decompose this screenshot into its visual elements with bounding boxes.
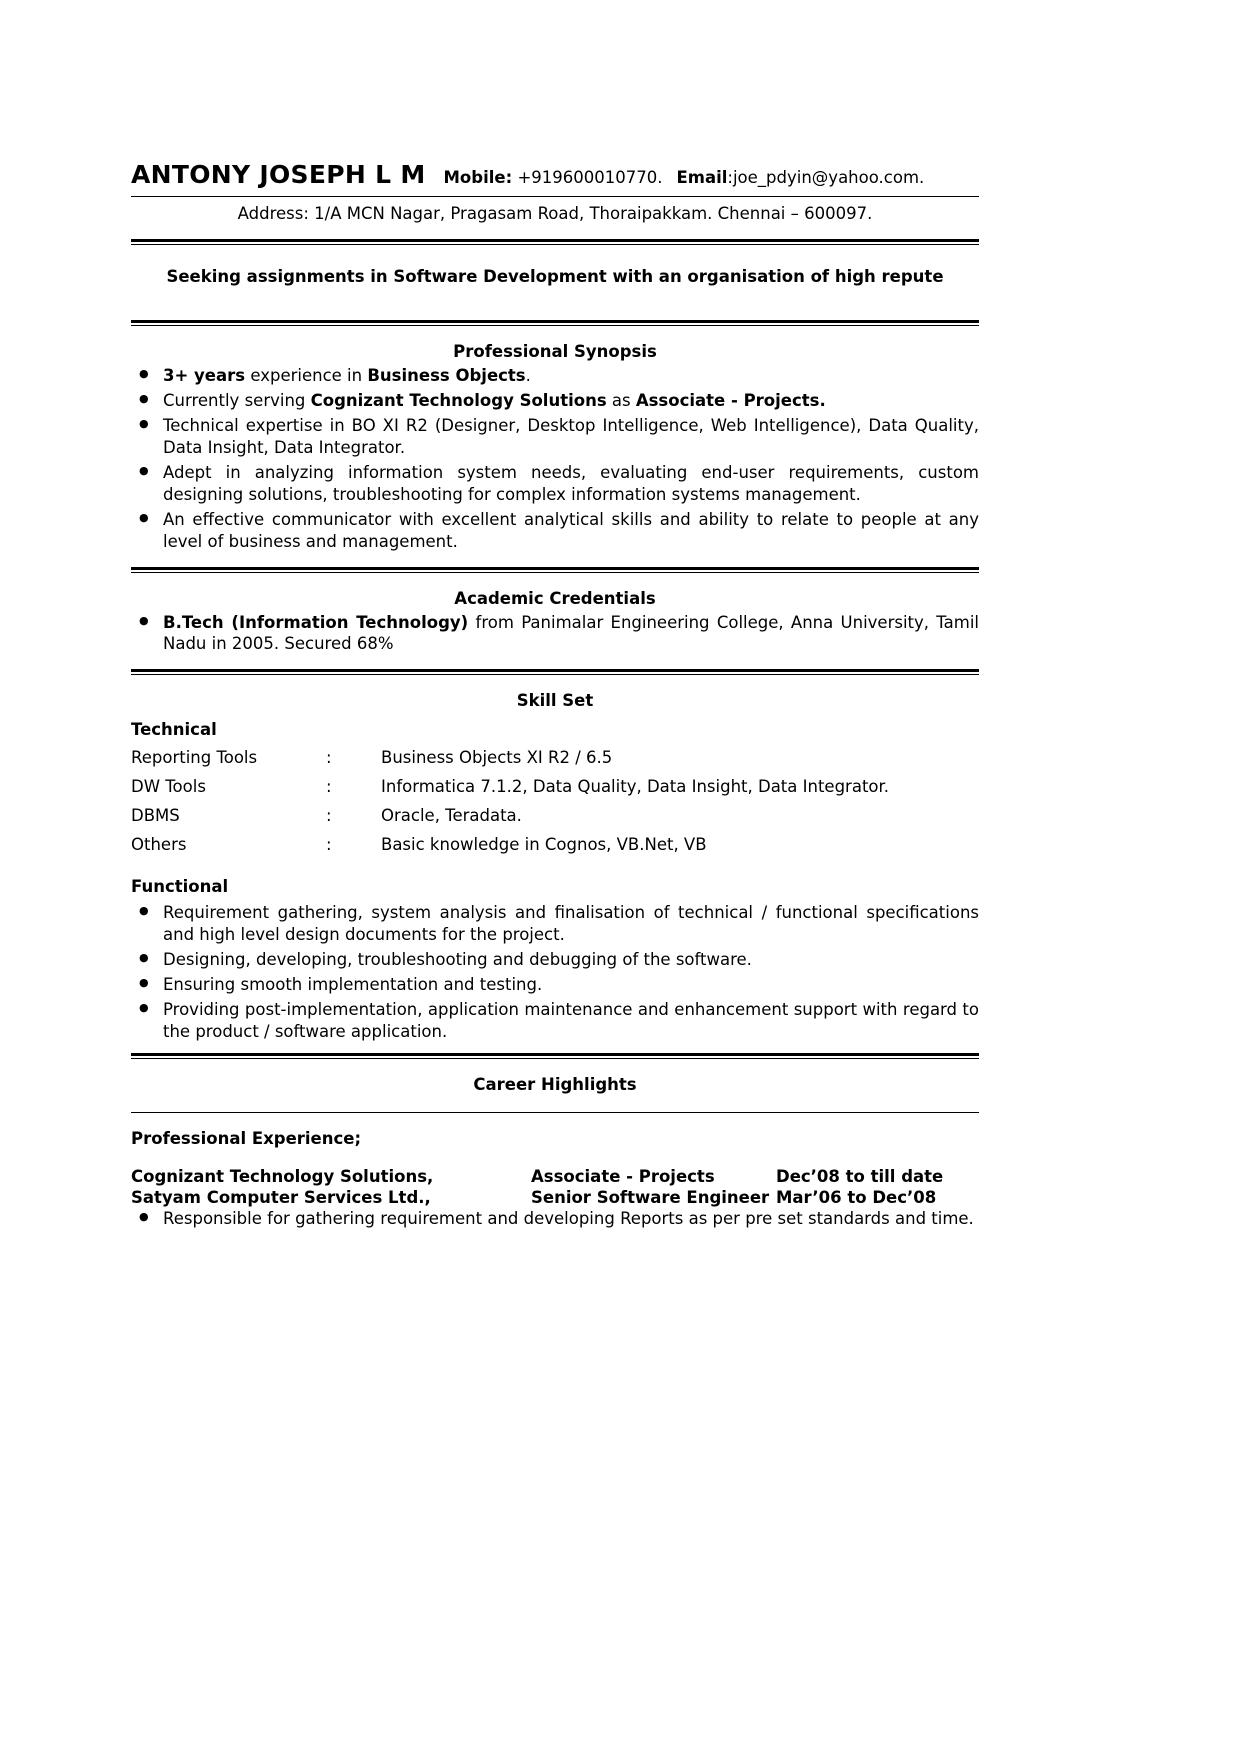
- responsibilities-list: [131, 1208, 979, 1230]
- skill-value: Basic knowledge in Cognos, VB.Net, VB: [381, 835, 707, 855]
- section-title-academic: Academic Credentials: [454, 588, 656, 608]
- list-item: ● Designing, developing, troubleshooting and debugging of the software.: [131, 949, 979, 971]
- skill-colon: :: [326, 748, 332, 768]
- functional-subheading: Functional: [131, 877, 229, 897]
- contact-info: [426, 168, 925, 187]
- mobile-label: Mobile:: [443, 168, 513, 187]
- professional-experience-heading: Professional Experience;: [131, 1129, 362, 1148]
- emphasis-text: B.Tech (Information Technology): [163, 612, 469, 632]
- emphasis-text: 3+ years: [163, 366, 246, 385]
- list-item: [131, 612, 979, 656]
- technical-skills-body: [131, 743, 979, 859]
- table-row: [131, 801, 979, 830]
- emphasis-text: Cognizant Technology Solutions: [310, 390, 607, 410]
- list-item: ● Providing post-implementation, application maintenance and enhancement support with regard to the product / software application.: [131, 999, 979, 1043]
- body-text: .: [525, 366, 531, 385]
- list-item: [131, 415, 979, 459]
- employment-period: Dec’08 to till date: [776, 1167, 944, 1186]
- skill-label: Reporting Tools: [131, 748, 258, 768]
- section-title-career: Career Highlights: [473, 1075, 637, 1094]
- table-row: [131, 772, 979, 801]
- synopsis-list: [131, 365, 979, 553]
- skill-label: DW Tools: [131, 777, 206, 797]
- section-title-skillset: Skill Set: [516, 691, 594, 711]
- skill-colon: :: [326, 777, 332, 797]
- body-text: as: [606, 390, 636, 410]
- employment-period: Mar’06 to Dec’08: [776, 1188, 937, 1207]
- skill-label: DBMS: [131, 806, 180, 826]
- experience-table-body: [131, 1166, 979, 1208]
- resume-header: [131, 0, 979, 189]
- body-text: An effective communicator with excellent analytical skills and ability to relate to people at any level of business and management.: [163, 509, 979, 551]
- skill-value: Informatica 7.1.2, Data Quality, Data Insight, Data Integrator.: [381, 777, 890, 797]
- emphasis-text: Associate - Projects.: [635, 390, 826, 410]
- job-title: Associate - Projects: [531, 1167, 715, 1186]
- technical-skills-table: [131, 743, 979, 859]
- candidate-name: ANTONY JOSEPH L M: [131, 160, 426, 189]
- skill-value: Oracle, Teradata.: [381, 806, 522, 826]
- body-text: Technical expertise in BO XI R2 (Designer, Desktop Intelligence, Web Intelligence), Data Quality, Data Insight, Data Integrator.: [163, 415, 979, 457]
- mobile-value: +919600010770.: [517, 168, 663, 187]
- body-text: Adept in analyzing information system needs, evaluating end-user requirements, custom designing solutions, troubleshooting for complex information systems management.: [163, 462, 979, 504]
- experience-table: [131, 1166, 979, 1208]
- address-line: Address: 1/A MCN Nagar, Pragasam Road, Thoraipakkam. Chennai – 600097.: [237, 204, 873, 223]
- resume-content: [131, 0, 979, 1233]
- functional-list: [131, 902, 979, 1043]
- emphasis-text: Business Objects: [367, 366, 526, 385]
- employer-name: Satyam Computer Services Ltd.,: [131, 1188, 431, 1207]
- table-row: [131, 830, 979, 859]
- body-text: Currently serving: [163, 390, 311, 410]
- list-item: [131, 462, 979, 506]
- body-text: from Panimalar Engineering College, Anna University, Tamil Nadu in 2005. Secured 68%: [163, 612, 980, 654]
- table-row: [131, 1187, 979, 1208]
- email-value: :joe_pdyin@yahoo.com.: [727, 168, 925, 187]
- section-title-synopsis: Professional Synopsis: [453, 342, 657, 361]
- list-item: [131, 509, 979, 553]
- technical-subheading: Technical: [131, 720, 217, 740]
- list-item: [131, 390, 979, 412]
- list-item: ● Responsible for gathering requirement and developing Reports as per pre set standards and time.: [131, 1208, 979, 1230]
- skill-colon: :: [326, 835, 332, 855]
- email-label: Email: [676, 168, 728, 187]
- body-text: experience in: [245, 366, 368, 385]
- list-item: [131, 365, 979, 387]
- list-item: ● Ensuring smooth implementation and testing.: [131, 974, 979, 996]
- skill-colon: :: [326, 806, 332, 826]
- table-row: [131, 743, 979, 772]
- objective-statement: Seeking assignments in Software Development with an organisation of high repute: [166, 267, 944, 286]
- list-item: ● Requirement gathering, system analysis and finalisation of technical / functional specifications and high level design documents for the project.: [131, 902, 979, 946]
- skill-value: Business Objects XI R2 / 6.5: [381, 748, 613, 768]
- job-title: Senior Software Engineer: [531, 1188, 770, 1207]
- employer-name: Cognizant Technology Solutions,: [131, 1167, 434, 1186]
- skill-label: Others: [131, 835, 187, 855]
- table-row: [131, 1166, 979, 1187]
- academic-list: [131, 612, 979, 656]
